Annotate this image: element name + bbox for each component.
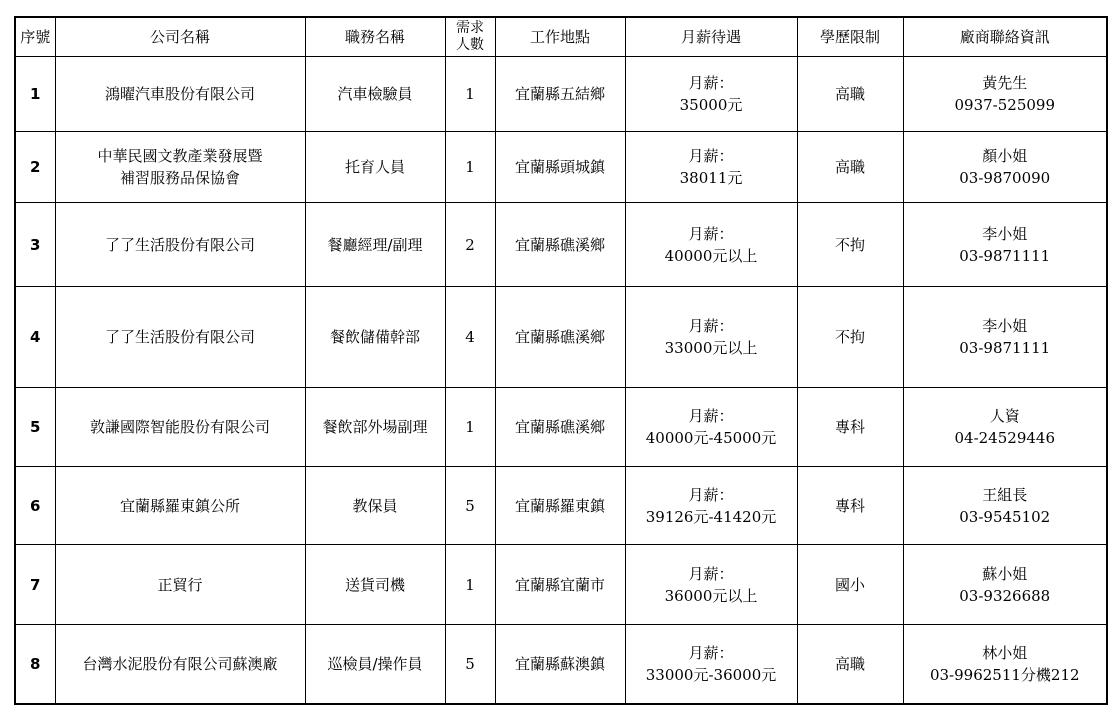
cell-job-title: 餐飲部外場副理 <box>305 388 445 467</box>
cell-contact <box>903 203 1107 287</box>
cell-seq: 1 <box>15 57 55 132</box>
cell-job-title: 汽車檢驗員 <box>305 57 445 132</box>
company-name-line1: 鴻曜汽車股份有限公司 <box>104 85 255 103</box>
salary-label: 月薪： <box>688 643 734 662</box>
salary-label: 月薪： <box>688 317 734 335</box>
cell-need-count: 1 <box>445 57 495 132</box>
cell-company <box>55 625 305 704</box>
cell-education: 專科 <box>797 467 903 545</box>
cell-contact <box>903 388 1107 467</box>
cell-job-title: 教保員 <box>305 467 445 545</box>
cell-need-count: 1 <box>445 545 495 625</box>
cell-need-count: 5 <box>445 625 495 704</box>
cell-location: 宜蘭縣五結鄉 <box>495 57 625 132</box>
cell-seq: 6 <box>15 467 55 545</box>
contact-phone: 04-24529446 <box>954 429 1055 447</box>
contact-phone: 0937-525099 <box>954 96 1055 114</box>
cell-education: 不拘 <box>797 203 903 287</box>
company-name-line1: 台灣水泥股份有限公司蘇澳廠 <box>82 654 278 673</box>
cell-company <box>55 287 305 388</box>
contact-name: 黃先生 <box>982 74 1028 92</box>
salary-label: 月薪： <box>688 147 734 165</box>
company-name-line1: 中華民國文教產業發展暨 <box>97 147 263 165</box>
cell-company <box>55 203 305 287</box>
cell-salary <box>625 625 797 704</box>
salary-label: 月薪： <box>688 224 734 243</box>
cell-location: 宜蘭縣礁溪鄉 <box>495 203 625 287</box>
cell-education: 高職 <box>797 57 903 132</box>
salary-value: 36000元以上 <box>664 586 758 605</box>
contact-name: 李小姐 <box>982 224 1028 243</box>
cell-seq: 7 <box>15 545 55 625</box>
salary-label: 月薪： <box>688 485 734 504</box>
job-listings-table <box>14 16 1108 705</box>
salary-label: 月薪： <box>688 74 734 92</box>
cell-seq: 3 <box>15 203 55 287</box>
table-row <box>15 545 1107 625</box>
contact-phone: 03-9545102 <box>959 507 1051 526</box>
table-row <box>15 625 1107 704</box>
header-company: 公司名稱 <box>55 17 305 57</box>
cell-contact <box>903 467 1107 545</box>
cell-salary <box>625 57 797 132</box>
cell-location: 宜蘭縣羅東鎮 <box>495 467 625 545</box>
cell-education: 不拘 <box>797 287 903 388</box>
cell-education: 國小 <box>797 545 903 625</box>
contact-phone: 03-9870090 <box>959 169 1051 187</box>
table-row <box>15 388 1107 467</box>
header-salary: 月薪待遇 <box>625 17 797 57</box>
table-row <box>15 287 1107 388</box>
salary-value: 38011元 <box>679 169 743 187</box>
salary-value: 33000元-36000元 <box>645 665 777 684</box>
header-job: 職務名稱 <box>305 17 445 57</box>
cell-contact <box>903 625 1107 704</box>
cell-contact <box>903 132 1107 203</box>
header-education: 學歷限制 <box>797 17 903 57</box>
contact-name: 人資 <box>989 407 1020 425</box>
cell-salary <box>625 203 797 287</box>
cell-company <box>55 57 305 132</box>
cell-education: 高職 <box>797 625 903 704</box>
table-header-row <box>15 17 1107 57</box>
contact-name: 王組長 <box>982 485 1028 504</box>
cell-location: 宜蘭縣礁溪鄉 <box>495 388 625 467</box>
cell-contact <box>903 287 1107 388</box>
cell-job-title: 餐廳經理/副理 <box>305 203 445 287</box>
cell-contact <box>903 545 1107 625</box>
cell-need-count: 4 <box>445 287 495 388</box>
cell-need-count: 2 <box>445 203 495 287</box>
cell-salary <box>625 545 797 625</box>
table-row <box>15 203 1107 287</box>
cell-need-count: 1 <box>445 388 495 467</box>
cell-contact <box>903 57 1107 132</box>
cell-seq: 2 <box>15 132 55 203</box>
company-name-line1: 了了生活股份有限公司 <box>104 235 255 254</box>
cell-education: 專科 <box>797 388 903 467</box>
salary-value: 33000元以上 <box>664 339 758 357</box>
cell-company <box>55 388 305 467</box>
cell-location: 宜蘭縣蘇澳鎮 <box>495 625 625 704</box>
cell-salary <box>625 388 797 467</box>
company-name-line1: 宜蘭縣羅東鎮公所 <box>119 496 240 515</box>
cell-seq: 5 <box>15 388 55 467</box>
cell-job-title: 餐飲儲備幹部 <box>305 287 445 388</box>
cell-need-count: 1 <box>445 132 495 203</box>
contact-phone: 03-9871111 <box>959 246 1051 265</box>
company-name-line1: 正貿行 <box>157 575 203 594</box>
cell-salary <box>625 132 797 203</box>
cell-job-title: 送貨司機 <box>305 545 445 625</box>
cell-company <box>55 467 305 545</box>
cell-job-title: 托育人員 <box>305 132 445 203</box>
company-name-line2: 補習服務品保協會 <box>119 169 240 187</box>
header-location: 工作地點 <box>495 17 625 57</box>
header-seq: 序號 <box>15 17 55 57</box>
contact-phone: 03-9962511分機212 <box>929 665 1080 684</box>
header-contact: 廠商聯絡資訊 <box>903 17 1107 57</box>
contact-name: 李小姐 <box>982 317 1028 335</box>
table-row <box>15 57 1107 132</box>
contact-phone: 03-9326688 <box>959 586 1051 605</box>
cell-location: 宜蘭縣頭城鎮 <box>495 132 625 203</box>
table-row <box>15 132 1107 203</box>
cell-company <box>55 132 305 203</box>
cell-salary <box>625 287 797 388</box>
salary-label: 月薪： <box>688 407 734 425</box>
header-need-line1: 需求 <box>456 20 484 36</box>
contact-phone: 03-9871111 <box>959 339 1051 357</box>
salary-value: 35000元 <box>679 96 743 114</box>
salary-value: 40000元-45000元 <box>645 429 777 447</box>
company-name-line1: 了了生活股份有限公司 <box>104 328 255 346</box>
cell-seq: 8 <box>15 625 55 704</box>
salary-value: 39126元-41420元 <box>645 507 777 526</box>
salary-value: 40000元以上 <box>664 246 758 265</box>
table-row <box>15 467 1107 545</box>
cell-education: 高職 <box>797 132 903 203</box>
salary-label: 月薪： <box>688 564 734 583</box>
contact-name: 林小姐 <box>982 643 1028 662</box>
company-name-line1: 敦謙國際智能股份有限公司 <box>89 418 270 436</box>
header-need-line2: 人數 <box>456 37 484 53</box>
cell-job-title: 巡檢員/操作員 <box>305 625 445 704</box>
header-need-count <box>445 17 495 57</box>
contact-name: 蘇小姐 <box>982 564 1028 583</box>
cell-need-count: 5 <box>445 467 495 545</box>
contact-name: 顏小姐 <box>982 147 1028 165</box>
cell-location: 宜蘭縣宜蘭市 <box>495 545 625 625</box>
cell-company <box>55 545 305 625</box>
cell-salary <box>625 467 797 545</box>
cell-seq: 4 <box>15 287 55 388</box>
cell-location: 宜蘭縣礁溪鄉 <box>495 287 625 388</box>
